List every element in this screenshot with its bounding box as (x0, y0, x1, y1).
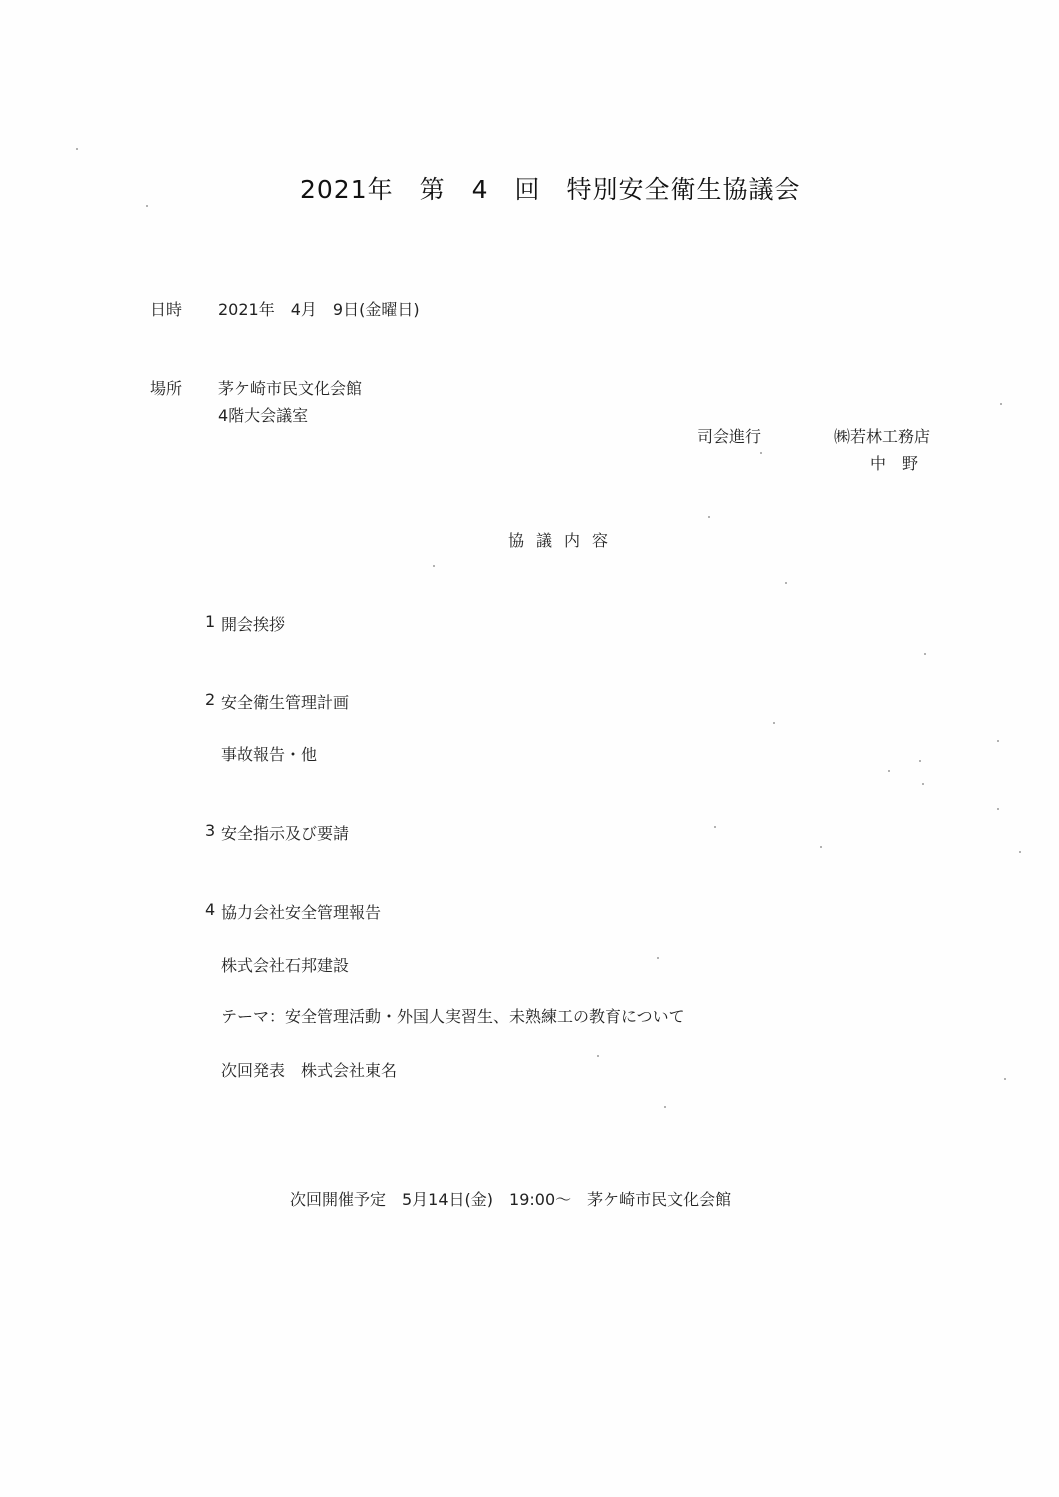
document-title: 2021年 第 4 回 特別安全衛生協議会 (300, 175, 801, 204)
scan-speck (760, 452, 762, 454)
agenda-item-1-text: 開会挨拶 (221, 615, 286, 634)
scan-speck (922, 783, 924, 785)
moderator-company: ㈱若林工務店 (834, 427, 931, 446)
scan-speck (888, 770, 890, 772)
scan-speck (146, 205, 148, 207)
moderator-label: 司会進行 (697, 427, 762, 446)
scan-speck (919, 760, 921, 762)
agenda-item-4-theme: テーマ：安全管理活動・外国人実習生、未熟練工の教育について (221, 1007, 685, 1026)
scan-speck (773, 722, 775, 724)
agenda-item-4-company: 株式会社石邦建設 (221, 956, 350, 975)
scan-speck (1004, 1078, 1006, 1080)
scan-speck (1019, 851, 1021, 853)
venue-label: 場所 (150, 379, 183, 398)
scan-speck (708, 516, 710, 518)
scan-speck (997, 740, 999, 742)
date-label: 日時 (150, 300, 183, 319)
scan-speck (657, 957, 659, 959)
scan-speck (76, 148, 78, 150)
scan-speck (714, 826, 716, 828)
scan-speck (1000, 403, 1002, 405)
scan-speck (433, 565, 435, 567)
scan-speck (664, 1106, 666, 1108)
agenda-item-3-number: 3 (205, 821, 216, 840)
scan-speck (597, 1055, 599, 1057)
agenda-item-4-number: 4 (205, 900, 216, 919)
scan-speck (997, 808, 999, 810)
venue-line1: 茅ケ崎市民文化会館 (218, 379, 363, 398)
agenda-item-2-number: 2 (205, 690, 216, 709)
scan-speck (924, 653, 926, 655)
moderator-name: 中 野 (870, 454, 919, 473)
agenda-item-3-text: 安全指示及び要請 (221, 824, 350, 843)
agenda-item-4-text: 協力会社安全管理報告 (221, 903, 382, 922)
date-value: 2021年 4月 9日(金曜日) (218, 300, 420, 319)
scan-speck (785, 582, 787, 584)
agenda-item-2-sub: 事故報告・他 (221, 745, 318, 764)
agenda-item-2-text: 安全衛生管理計画 (221, 693, 350, 712)
scan-speck (820, 846, 822, 848)
next-meeting: 次回開催予定 5月14日(金) 19:00～ 茅ケ崎市民文化会館 (290, 1190, 732, 1209)
agenda-item-1-number: 1 (205, 612, 216, 631)
venue-line2: 4階大会議室 (218, 406, 309, 425)
agenda-heading: 協議内容 (508, 531, 621, 550)
agenda-item-4-next: 次回発表 株式会社東名 (221, 1061, 398, 1080)
